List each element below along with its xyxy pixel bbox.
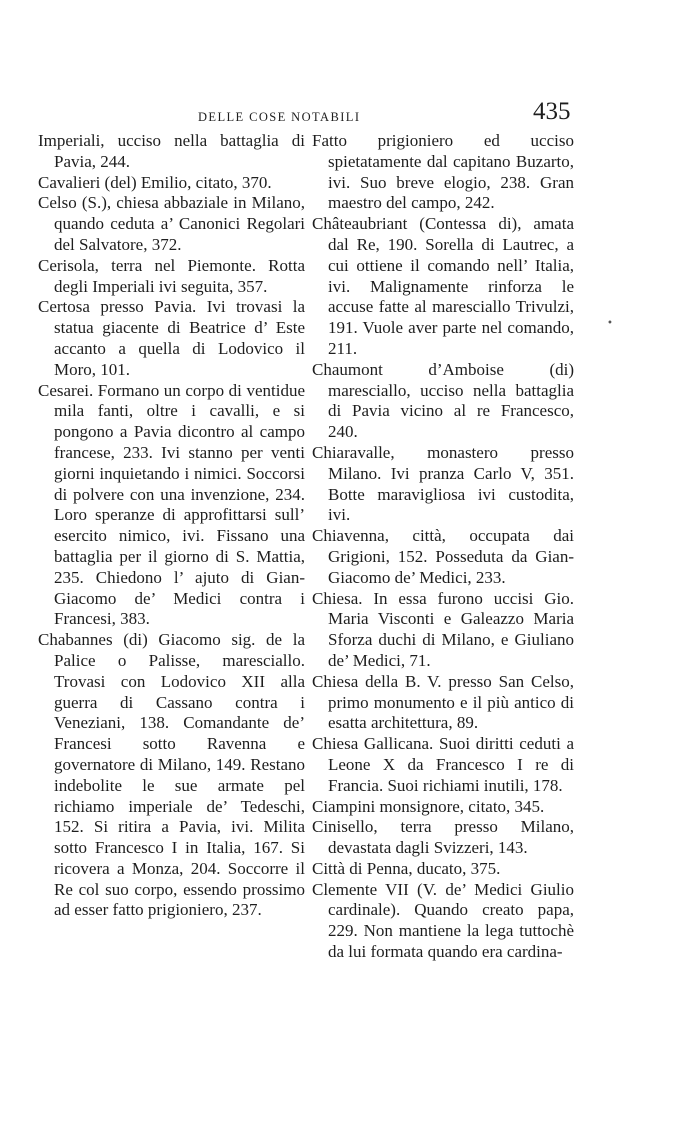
index-entry: Cavalieri (del) Emilio, citato, 370. — [38, 172, 272, 192]
index-entry: Chaumont d’Amboise (di) maresciallo, ucciso nella battaglia di Pavia vicino al re Francesco, 240. — [312, 359, 574, 442]
right-column — [312, 131, 574, 963]
index-entry: Chiavenna, città, occupata dai Grigioni, 152. Posseduta da Gian-Giacomo de’ Medici, 233. — [312, 526, 574, 587]
index-entry: Chiesa della B. V. presso San Celso, primo monumento e il più antico di esatta architettura, 89. — [312, 671, 574, 733]
index-entry: Chiesa Gallicana. Suoi diritti ceduti a Leone X da Francesco I re di Francia. Suoi richiami inutili, 178. — [312, 734, 574, 795]
index-entry: Châteaubriant (Contessa di), amata dal Re, 190. Sorella di Lautrec, a cui ottiene il comando nell’ Italia, ivi. Malignamente rinforza le accuse fatte al maresciallo Trivulzi, 191. Vuole aver parte nel comando, 211. — [312, 214, 574, 358]
index-entry: Cinisello, terra presso Milano, devastata dagli Svizzeri, 143. — [312, 817, 574, 858]
index-entry: Cerisola, terra nel Piemonte. Rotta degli Imperiali ivi seguita, 357. — [38, 255, 305, 296]
left-column — [38, 131, 305, 921]
page-number: 435 — [533, 98, 571, 125]
index-entry: Chiesa. In essa furono uccisi Gio. Maria Visconti e Galeazzo Maria Sforza duchi di Milano, e Giuliano de’ Medici, 71. — [312, 588, 574, 670]
running-title: DELLE COSE NOTABILI — [198, 110, 361, 124]
index-entry: Clemente VII (V. de’ Medici Giulio cardinale). Quando creato papa, 229. Non mantiene la lega tuttochè da lui formata quando era cardina- — [312, 879, 574, 962]
index-entry: Imperiali, ucciso nella battaglia di Pavia, 244. — [38, 131, 305, 171]
index-entry: Certosa presso Pavia. Ivi trovasi la statua giacente di Beatrice d’ Este accanto a quella di Lodovico il Moro, 101. — [38, 297, 305, 379]
index-entry: Chiaravalle, monastero presso Milano. Ivi pranza Carlo V, 351. Botte maravigliosa ivi custodita, ivi. — [312, 442, 574, 525]
index-entry: Celso (S.), chiesa abbaziale in Milano, quando ceduta a’ Canonici Regolari del Salvatore, 372. — [38, 193, 305, 254]
index-entry: Fatto prigioniero ed ucciso spietatamente dal capitano Buzarto, ivi. Suo breve elogio, 238. Gran maestro del campo, 242. — [312, 131, 574, 213]
index-entry: Chabannes (di) Giacomo sig. de la Palice o Palisse, maresciallo. Trovasi con Lodovico XII alla guerra di Cassano contra i Veneziani, 138. Comandante de’ Francesi sotto Ravenna e governatore di Milano, 149. Restano indebolite le sue armate pel richiamo imperiale de’ Tedeschi, 152. Si ritira a Pavia, ivi. Milita sotto Francesco I in Italia, 167. Si ricovera a Monza, 204. Soccorre il Re col suo corpo, essendo prossimo ad esser fatto prigioniero, 237. — [38, 630, 305, 920]
index-entry: Ciampini monsignore, citato, 345. — [312, 796, 545, 816]
index-entry: Cesarei. Formano un corpo di ventidue mila fanti, oltre i cavalli, e si pongono a Pavia dicontro al campo francese, 233. Ivi stanno per venti giorni inquietando i nimici. Soccorsi di polvere con una invenzione, 234. Loro speranze di approfittarsi sull’ esercito nimico, ivi. Fissano una battaglia per il giorno di S. Mattia, 235. Chiedono l’ ajuto di Gian-Giacomo de’ Medici contra i Francesi, 383. — [38, 380, 305, 629]
index-entry: Città di Penna, ducato, 375. — [312, 858, 501, 878]
margin-mark: • — [607, 318, 613, 329]
